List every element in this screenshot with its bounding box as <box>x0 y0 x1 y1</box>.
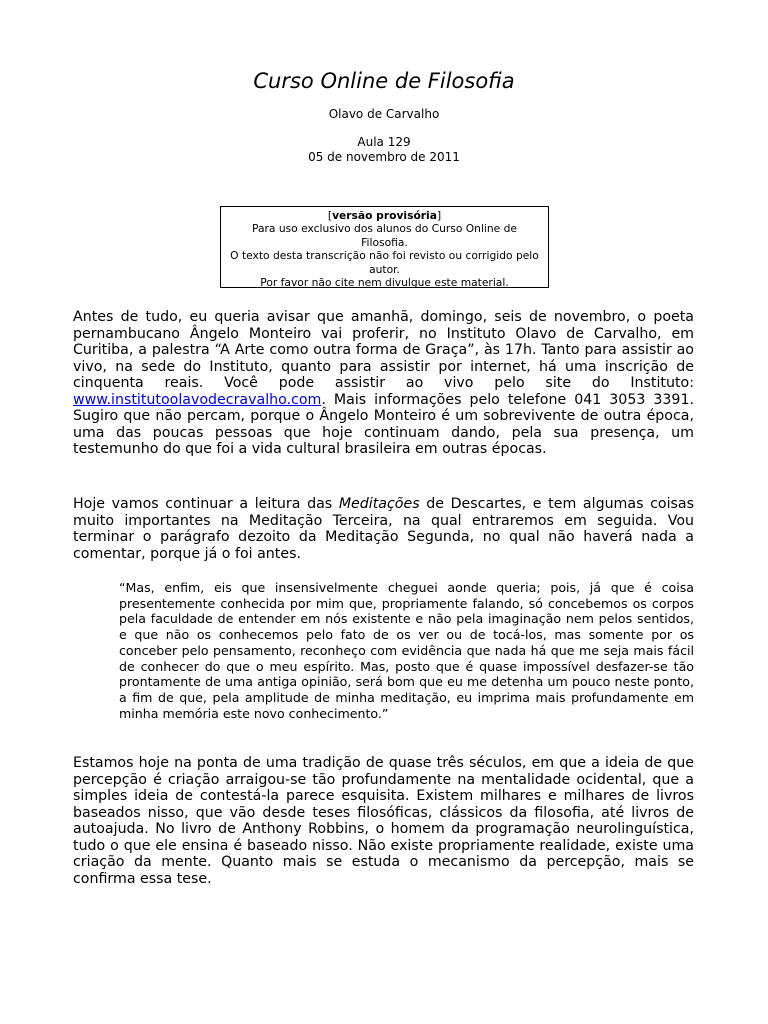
p1-text-end: . Mais informações pelo telefone 041 3053 3391. Sugiro que não percam, porque o Ângelo Monteiro é um sobrevivente de outra época, uma das poucas pessoas que hoje continuam dando, pela sua presença, um testemunho do que foi a vida cultural brasileira em outras épocas. <box>73 391 694 457</box>
p2-text-end: de Descartes, e tem algumas coisas muito importantes na Meditação Terceira, na qual entraremos em seguida. Vou terminar o parágrafo dezoito da Meditação Segunda, no qual não haverá nada a comentar, porque já o foi antes. <box>73 496 695 562</box>
paragraph-announcement <box>73 309 694 458</box>
p1-text-start: Antes de tudo, eu queria avisar que amanhã, domingo, seis de novembro, o poeta pernambucano Ângelo Monteiro vai proferir, no Instituto Olavo de Carvalho, em Curitiba, a palestra “A Arte como outra forma de Graça”, às 17h. Tanto para assistir ao vivo, na sede do Instituto, quanto para assistir por internet, há uma inscrição de cinquenta reais. Você pode assistir ao vivo pelo site do Instituto: <box>73 309 694 391</box>
descartes-quote: “Mas, enfim, eis que insensivelmente cheguei aonde queria; pois, já que é coisa presentemente conhecida por mim que, propriamente falando, só concebemos os corpos pela faculdade de entender em nós existente e não pela imaginação nem pelos sentidos, e que não os conhecemos pelo fato de os ver ou de tocá-los, mas somente por os conceber pelo pensamento, reconheço com evidência que nada há que me seja mais fácil de conhecer do que o meu espírito. Mas, posto que é quase impossível desfazer-se tão prontamente de uma antiga opinião, será bom que eu me detenha um pouco neste ponto, a fim de que, pela amplitude de minha meditação, eu imprima mais profundamente em minha memória este novo conhecimento.” <box>119 580 694 721</box>
notice-label: versão provisória <box>332 209 437 222</box>
paragraph-perception-tradition: Estamos hoje na ponta de uma tradição de quase três séculos, em que a ideia de que percepção é criação arraigou-se tão profundamente na mentalidade ocidental, que a simples ideia de contestá-la parece esquisita. Existem milhares e milhares de livros baseados nisso, que vão desde teses filosóficas, clássicos da filosofia, até livros de autoajuda. No livro de Anthony Robbins, o homem da programação neurolinguística, tudo o que ele ensina é baseado nisso. Não existe propriamente realidade, existe uma criação da mente. Quanto mais se estuda o mecanismo da percepção, mais se confirma essa tese. <box>73 755 694 887</box>
meditations-title: Meditações <box>338 496 420 512</box>
notice-bracket-close: ] <box>436 209 442 222</box>
author-name: Olavo de Carvalho <box>328 107 440 121</box>
lesson-date: 05 de novembro de 2011 <box>308 150 460 164</box>
p2-text-start: Hoje vamos continuar a leitura das <box>73 496 339 512</box>
notice-bracket-open: [ <box>327 209 333 222</box>
lesson-number: Aula 129 <box>357 135 411 149</box>
page-title: Curso Online de Filosofia <box>253 69 515 93</box>
lesson-info <box>0 135 768 165</box>
notice-line-1: Para uso exclusivo dos alunos do Curso Online de Filosofia. <box>251 222 517 249</box>
notice-heading <box>227 209 542 222</box>
institute-website-link[interactable]: www.institutoolavodecravalho.com <box>73 391 322 408</box>
paragraph-meditations-intro <box>73 496 694 562</box>
notice-line-3: Por favor não cite nem divulgue este material. <box>260 276 509 290</box>
notice-line-2: O texto desta transcrição não foi revisto ou corrigido pelo autor. <box>230 249 539 276</box>
provisional-version-notice <box>220 206 549 288</box>
